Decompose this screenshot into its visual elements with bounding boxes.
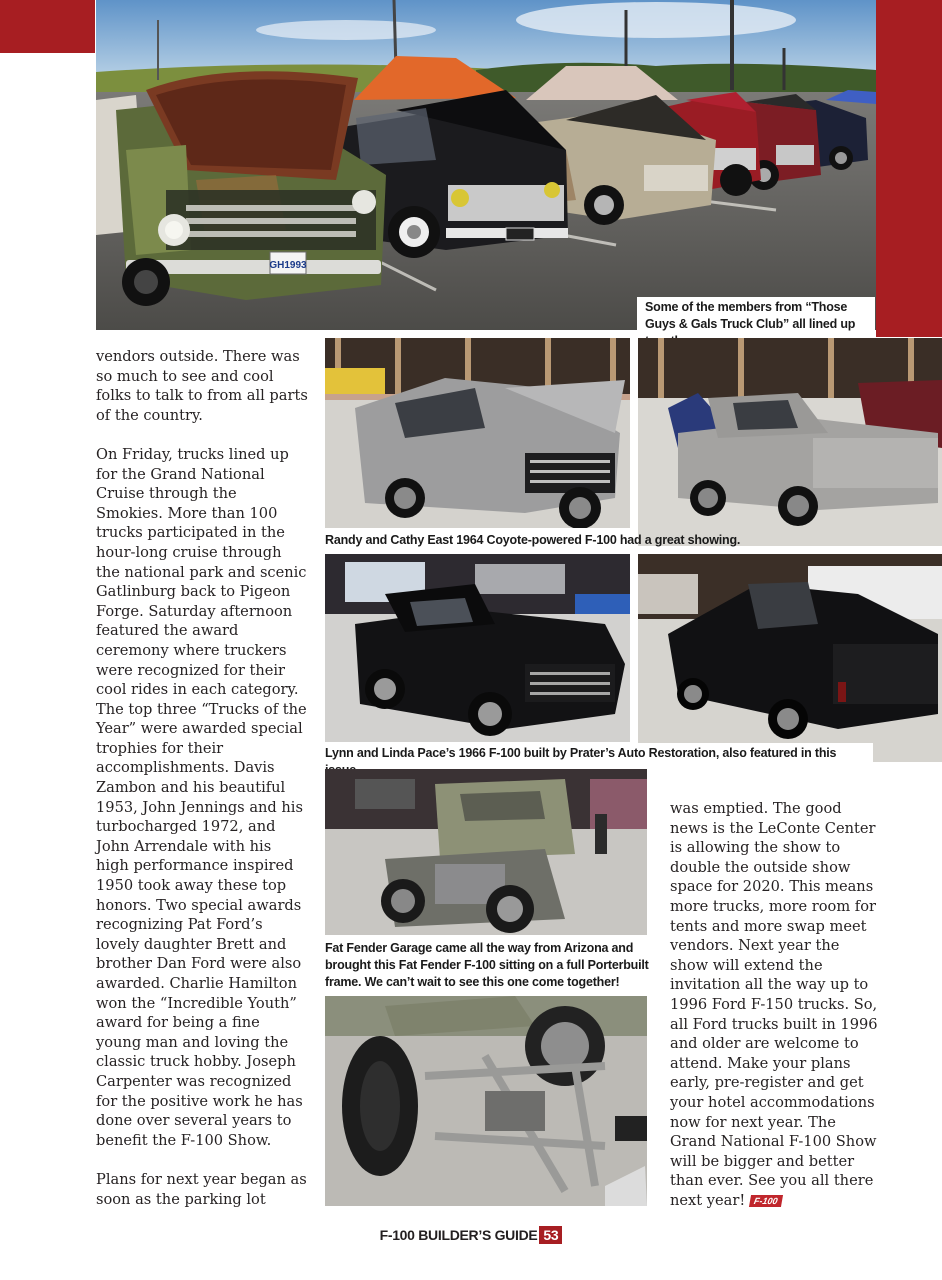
top-left-red-band [0, 0, 95, 53]
lineup-caption: Some of the members from “Those Guys & Gals Truck Club” all lined up [637, 297, 875, 354]
east-truck-rear-photo [638, 338, 942, 546]
page-footer [0, 1227, 942, 1243]
fat-fender-caption: Fat Fender Garage came all the way from Arizona and brought this Fat Fender F-100 sitting on a full Porterbuilt frame. We can’t wait to see this one come together! [325, 941, 649, 989]
left-paragraph-2: On Friday, trucks lined up for the Grand National Cruise through the Smokies. More than 100 trucks participated in the hour-long cruise through the national park and scenic Gatlinburg back to Pigeon Forge. Saturday afternoon featured the award ceremony where truckers were recognized for their cool rides in each category. The top three “Trucks of the Year” were awarded special trophies for their accomplishments. Davis Zambon and his beautiful 1953, John Jennings and his turbocharged 1972, and John Arrendale with his high performance inspired 1950 took away these top honors. Two special awards recognizing Pat Ford’s lovely daughter Brett and brother Dan Ford were also awarded. Charlie Hamilton won the “Incredible Youth” award for being a fine young man and loving the classic truck hobby. Joseph Carpenter was recognized for the positive work he has done over several years to benefit the F-100 Show. [96, 445, 307, 1149]
left-paragraph-3: Plans for next year began as soon as the parking lot [96, 1170, 307, 1208]
f100-end-mark: F-100 [749, 1195, 783, 1207]
left-paragraph-1: vendors outside. There was so much to see and cool folks to talk to from all parts of the country. [96, 348, 308, 424]
license-plate-text: GH1993 [269, 260, 307, 271]
top-right-red-band [876, 0, 942, 337]
truck-club-lineup-photo [96, 0, 876, 330]
fat-fender-truck-photo [325, 769, 647, 935]
east-truck-front-photo [325, 338, 630, 528]
page-number: 53 [539, 1226, 562, 1244]
left-article-column [96, 347, 308, 1229]
pace-truck-front-photo [325, 554, 630, 742]
pace-truck-rear-photo [638, 554, 942, 762]
right-article-column [670, 799, 880, 1210]
magazine-title: F-100 BUILDER’S GUIDE [379, 1227, 538, 1243]
fat-fender-chassis-photo [325, 996, 647, 1206]
pace-truck-caption: Lynn and Linda Pace’s 1966 F-100 built by Prater’s Auto Restoration, also featured in this [317, 743, 873, 783]
right-paragraph-1-text: was emptied. The good news is the LeConte Center is allowing the show to double the outside show space for 2020. This means more trucks, more room for tents and more swap meet vendors. Next year the show will extend the invitation all the way up to 1996 Ford F-150 trucks. So, all Ford trucks built in 1996 and older are welcome to attend. Make your plans early, pre-register and get your hotel accommodations now for next year. The Grand National F-100 Show will be bigger and better than ever. See you all there next year! [670, 800, 878, 1209]
east-truck-caption: Randy and Cathy East 1964 Coyote-powered F-100 had a great showing. [325, 533, 741, 547]
right-paragraph-1 [670, 799, 880, 1210]
